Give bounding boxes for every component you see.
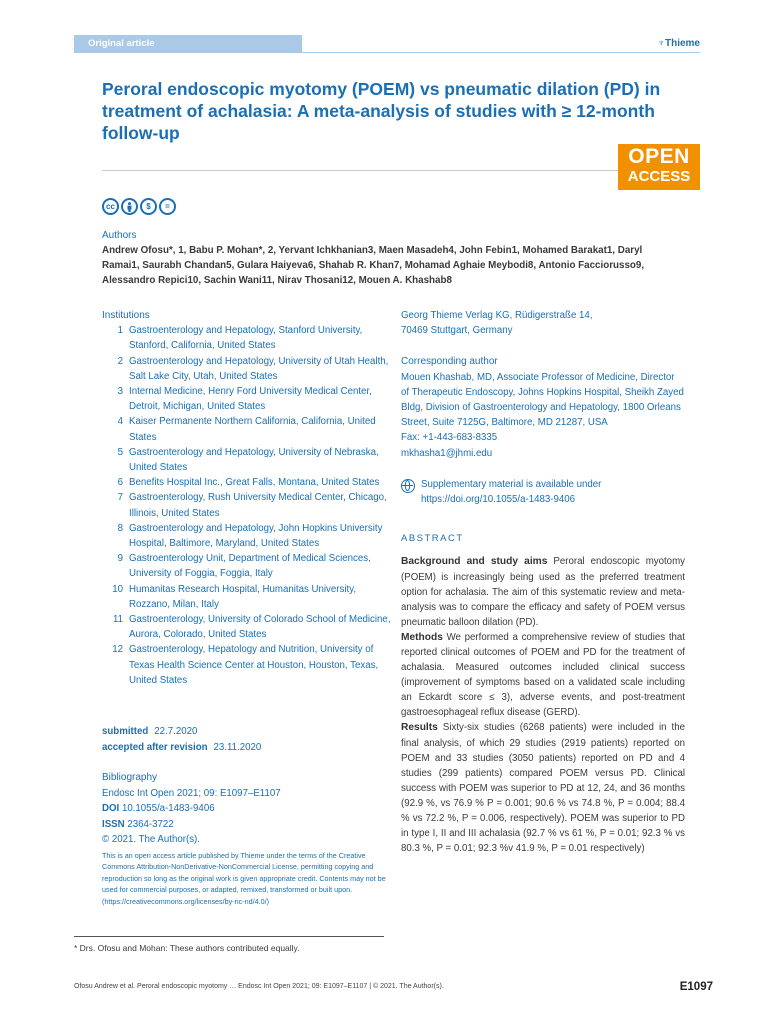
institution-item: 2 Gastroenterology and Hepatology, University of Utah Health, Salt Lake City, Utah, United States <box>117 355 389 382</box>
bibliography <box>102 770 387 907</box>
by-icon <box>121 198 138 215</box>
doi-label: DOI <box>102 803 120 814</box>
bibliography-label: Bibliography <box>102 772 158 783</box>
corresponding-email[interactable]: mkhasha1@jhmi.edu <box>401 447 493 459</box>
doi-link[interactable]: 10.1055/a-1483-9406 <box>121 803 215 814</box>
publisher-address-line1: Georg Thieme Verlag KG, Rüdigerstraße 14, <box>401 310 593 321</box>
journal-citation: Endosc Int Open 2021; 09: E1097–E1107 <box>102 787 281 799</box>
author-list: Andrew Ofosu*, 1, Babu P. Mohan*, 2, Yervant Ichkhanian3, Maen Masadeh4, John Febin1, Mohamed Barakat1, Daryl Ramai1, Saurabh Chandan5, Gulara Haiyeva6, Shahab R. Khan7, Mohamad Aghaie Meybodi8, Antonio Facciorusso9, Alessandro Repici10, Sachin Wani11, Nirav Thosani12, Mouen A. Khashab8 <box>102 245 645 287</box>
institution-item: 8 Gastroenterology and Hepatology, John Hopkins University Hospital, Baltimore, Maryland, United States <box>117 522 383 550</box>
submitted-date: 22.7.2020 <box>154 726 198 737</box>
article-title: Peroral endoscopic myotomy (POEM) vs pneumatic dilation (PD) in treatment of achalasia: A meta-analysis of studies with ≥ 12-month follow-up <box>102 79 661 143</box>
corresponding-fax: Fax: +1-443-683-8335 <box>401 432 498 444</box>
institution-item: 7 Gastroenterology, Rush University Medical Center, Chicago, Illinois, United States <box>117 492 387 519</box>
page-footer: Ofosu Andrew et al. Peroral endoscopic myotomy … Endosc Int Open 2021; 09: E1097–E1107 | © 2021. The Author(s). <box>74 983 444 990</box>
abstract-body <box>401 554 685 856</box>
corresponding-address: Mouen Khashab, MD, Associate Professor of Medicine, Director of Therapeutic Endoscopy, Johns Hopkins Hospital, Sheikh Zayed Bldg, Division of Gastroenterology and Hepatology, 1800 Orleans Street, Suite 7125G, Baltimore, MD 21287, USA <box>401 371 684 429</box>
nc-icon: $ <box>140 198 157 215</box>
publisher-name: Thieme <box>664 38 700 49</box>
issn-value: 2364-3722 <box>127 818 174 830</box>
institution-item: 11 Gastroenterology, University of Colorado School of Medicine, Aurora, Colorado, United States <box>112 614 391 641</box>
supplementary-note[interactable] <box>401 477 685 507</box>
open-access-badge <box>618 144 700 190</box>
accepted-label: accepted after revision <box>102 742 208 753</box>
accepted-date: 23.11.2020 <box>213 742 262 753</box>
institution-item: 4 Kaiser Permanente Northern California, California, United States <box>117 416 376 443</box>
authors-label: Authors <box>102 230 137 241</box>
publisher-address-line2: 70469 Stuttgart, Germany <box>401 325 513 337</box>
institution-item: 3 Internal Medicine, Henry Ford University Medical Center, Detroit, Michigan, United States <box>117 386 372 413</box>
publisher-logo <box>657 38 700 49</box>
institution-item: 6 Benefits Hospital Inc., Great Falls, Montana, United States <box>117 477 380 489</box>
nd-icon: = <box>159 198 176 215</box>
right-column <box>401 308 685 856</box>
globe-icon <box>401 479 415 493</box>
background-text: Peroral endoscopic myotomy (POEM) is increasingly being used as the preferred treatment option for achalasia. The aim of this systematic review and meta-analysis was to compare the efficacy and safety of POEM versus pneumatic balloon dilation (PD). <box>401 556 685 628</box>
license-text: This is an open access article published by Thieme under the terms of the Creative Commons Attribution-NonDerivative-NonCommercial License, permitting copying and reproduction so long as the original work is given appropriate credit. Contents may not be used for commercial purposes, or adapted, remixed, transformed or built upon. (https://creativecommons.org/licenses/by-nc-nd/4.0/) <box>102 850 386 906</box>
abstract-label: ABSTRACT <box>401 533 464 545</box>
left-column <box>102 308 392 688</box>
submitted-label: submitted <box>102 726 149 737</box>
open-access-line1: OPEN <box>628 145 690 168</box>
supplementary-link[interactable]: Supplementary material is available under https://doi.org/10.1055/a-1483-9406 <box>421 478 602 506</box>
institution-item: 1 Gastroenterology and Hepatology, Stanford University, Stanford, California, United States <box>117 325 363 352</box>
results-text: Sixty-six studies (6268 patients) were included in the final analysis, of which 29 studies (2919 patients) reported on POEM and 33 studies (3050 patients) reported on PD and 4 studies (299 patients) compared POEM versus PD. Clinical success with POEM was superior to PD at 12, 24, and 36 months (92.9 %, vs 76.9 % P = 0.001; 90.6 % vs 74.8 %, P = 0.004; 88.4 % vs 72.2 %, P = 0.006, respectively). POEM was superior to PD in type I, II and III achalasia (92.7 % vs 61 %, P = 0.01; 92.3 % vs 80.3 %, P = 0.01; 92.3 %v 41.9 %, P = 0.01 respectively) <box>401 722 685 855</box>
open-access-line2: ACCESS <box>627 168 691 185</box>
methods-text: We performed a comprehensive review of studies that reported clinical outcomes of POEM and PD for the treatment of achalasia. Measured outcomes included clinical success (improvement of symptoms based on a validated scale including an Eckardt score ≤ 3), adverse events, and post-treatment gastroesophageal reflux disease (GERD). <box>401 631 685 719</box>
article-type-label: Original article <box>74 35 302 53</box>
institution-item: 12 Gastroenterology, Hepatology and Nutrition, University of Texas Health Science Center at Houston, Houston, Texas, United States <box>112 644 379 686</box>
copyright: © 2021. The Author(s). <box>102 834 200 845</box>
cc-icon: cc <box>102 198 119 215</box>
institution-list <box>102 323 392 688</box>
results-label: Results <box>401 722 438 734</box>
page-number: E1097 <box>679 981 713 993</box>
background-label: Background and study aims <box>401 556 548 568</box>
institution-item: 10 Humanitas Research Hospital, Humanitas University, Rozzano, Milan, Italy <box>112 583 357 610</box>
footnote-rule <box>74 936 384 937</box>
creative-commons-icons[interactable] <box>102 198 176 215</box>
thieme-icon: ♆ <box>657 38 665 49</box>
institution-item: 5 Gastroenterology and Hepatology, University of Nebraska, United States <box>117 446 379 474</box>
institutions-label: Institutions <box>102 310 150 321</box>
submission-dates <box>102 724 261 756</box>
corresponding-label: Corresponding author <box>401 356 498 368</box>
methods-label: Methods <box>401 631 443 643</box>
footnote: * Drs. Ofosu and Mohan: These authors contributed equally. <box>74 943 300 953</box>
header-rule <box>302 52 700 53</box>
open-access-rule <box>102 170 700 171</box>
institution-item: 9 Gastroenterology Unit, Department of Medical Sciences, University of Foggia, Foggia, Italy <box>117 553 371 580</box>
issn-label: ISSN <box>102 818 125 830</box>
